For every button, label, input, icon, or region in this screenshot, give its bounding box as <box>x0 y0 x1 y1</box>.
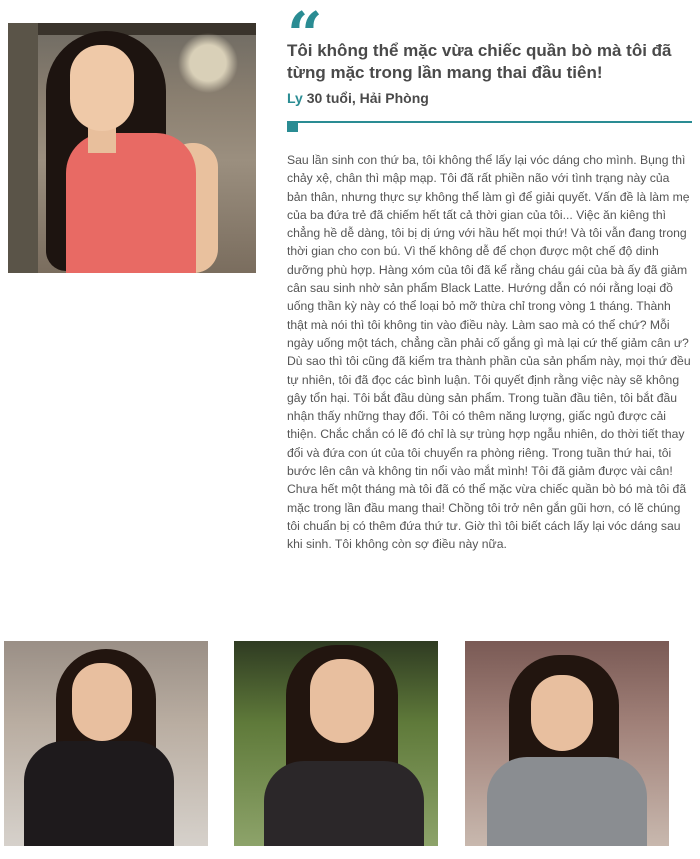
progress-photo-3 <box>465 641 669 846</box>
testimonial-photo <box>8 23 256 273</box>
photo-face <box>531 675 593 751</box>
testimonial-headline: Tôi không thể mặc vừa chiếc quần bò mà tôi đã từng mặc trong lần mang thai đầu tiên! <box>287 41 672 82</box>
photo-dress <box>66 133 196 273</box>
progress-photo-2 <box>234 641 438 846</box>
photo-top <box>487 757 647 846</box>
quote-icon: “ <box>287 0 319 71</box>
photo-top <box>264 761 424 846</box>
section-divider <box>287 121 692 123</box>
testimonial-author <box>287 90 429 106</box>
photo-top <box>24 741 174 846</box>
testimonial-body: Sau lần sinh con thứ ba, tôi không thể lấy lại vóc dáng cho mình. Bụng thì chảy xệ, chân thì mập mạp. Tôi đã rất phiền não với tình trạng này của bản thân, nhưng thực sự không thể làm gì để giải quyết. Vấn đề là làm mẹ của ba đứa trẻ đã chiếm hết tất cả thời gian của tôi... Việc ăn kiêng thì chẳng hề dễ dàng, tôi bị dị ứng với hầu hết mọi thứ! Và tôi vẫn đang trong thời gian cho con bú. Vì thế không dễ để chọn được một chế độ dinh dưỡng phù hợp. Hàng xóm của tôi đã kể rằng cháu gái của bà ấy đã giảm cân sau sinh nhờ sản phẩm Black Latte. Hướng dẫn có nói rằng loại đồ uống thần kỳ này có thể loại bỏ mỡ thừa chỉ trong vòng 1 tháng. Thành thật mà nói thì tôi không tin vào điều này. Làm sao mà có thể chứ? Mỗi ngày uống một tách, chẳng cần phải cố gắng gì mà lại cứ thế giảm cân ư? Dù sao thì tôi cũng đã kiểm tra thành phần của sản phẩm này, mọi thứ đều tự nhiên, tôi đã đọc các bình luận. Tôi quyết định rằng việc này sẽ không gây tổn hại. Tôi bắt đầu dùng sản phẩm. Trong tuần đầu tiên, tôi bắt đầu nhận thấy những thay đổi. Tôi có thêm năng lượng, giấc ngủ được cải thiện. Chắc chắn có lẽ đó chỉ là sự trùng hợp ngẫu nhiên, do thời tiết thay đổi và đứa con út của tôi chuyển ra phòng riêng. Trong tuần thứ hai, tôi bước lên cân và không tin nổi vào mắt mình! Tôi đã giảm được vài cân! Chưa hết một tháng mà tôi đã có thể mặc vừa chiếc quần bò bó mà tôi đã mặc trong lần đầu mang thai! Chồng tôi trở nên gắn gũi hơn, có lẽ chúng tôi chuẩn bị có thêm đứa thứ tư. Giờ thì tôi biết cách lấy lại vóc dáng sau khi sinh. Tôi không còn sợ điều này nữa. <box>287 153 691 552</box>
author-detail: 30 tuổi, Hải Phòng <box>306 90 429 106</box>
progress-photo-1 <box>4 641 208 846</box>
photo-face <box>72 663 132 741</box>
author-name: Ly <box>287 90 303 106</box>
divider-accent <box>287 123 298 132</box>
photo-face <box>310 659 374 743</box>
photo-face <box>70 45 134 131</box>
